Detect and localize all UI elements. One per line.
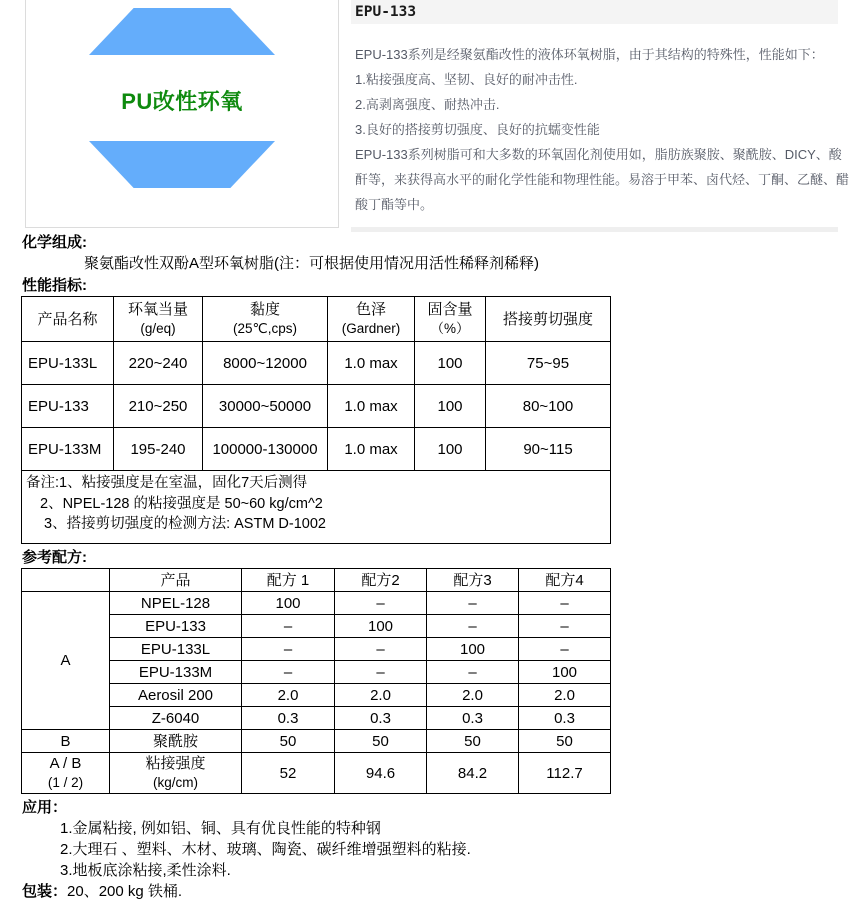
- product-title: EPU-133: [355, 4, 417, 20]
- cell-formula-2: 2.0: [335, 684, 427, 707]
- chemical-composition-text: 聚氨酯改性双酚A型环氧树脂(注：可根据使用情况用活性稀释剂稀释): [84, 255, 539, 272]
- description-paragraph: EPU-133系列是经聚氨酯改性的液体环氧树脂，由于其结构的特殊性，性能如下：: [355, 47, 824, 62]
- cell-product: Aerosil 200: [110, 684, 242, 707]
- table-row: [22, 615, 611, 638]
- datasheet-content: [0, 232, 859, 903]
- cell-formula-2: –: [335, 661, 427, 684]
- column-header-formula-4: 配方4: [519, 569, 611, 592]
- cell-formula-2: –: [335, 592, 427, 615]
- cell-viscosity: 100000-130000: [203, 428, 328, 471]
- description-paragraph: 2.高剥离强度、耐热冲击.: [355, 97, 500, 112]
- table-row: [22, 753, 611, 794]
- cell-epoxy-equivalent: 210~250: [114, 385, 203, 428]
- description-paragraph: EPU-133系列树脂可和大多数的环氧固化剂使用如，脂肪族聚胺、聚酰胺、DICY、酸酐等，来获得高水平的耐化学性能和物理性能。易溶于甲苯、卤代烃、丁酮、乙醚、醋酸丁酯等中。: [355, 147, 850, 212]
- description-paragraph: 1.粘接强度高、坚韧、良好的耐冲击性.: [355, 72, 578, 87]
- group-label-ab-ratio: [22, 753, 110, 794]
- cell-formula-2: 0.3: [335, 707, 427, 730]
- cell-formula-2: 94.6: [335, 753, 427, 794]
- cell-formula-4: 50: [519, 730, 611, 753]
- header-line2: (Gardner): [341, 321, 401, 336]
- header-section: [0, 0, 859, 232]
- group-label-line2: (1 / 2): [47, 775, 84, 790]
- table-row: [22, 661, 611, 684]
- table-row: [22, 684, 611, 707]
- cell-color: 1.0 max: [328, 342, 415, 385]
- reference-formula-table: [21, 568, 611, 794]
- product-description: [351, 24, 859, 217]
- cell-formula-4: –: [519, 592, 611, 615]
- cell-formula-4: –: [519, 615, 611, 638]
- cell-formula-4: 2.0: [519, 684, 611, 707]
- table-row: [22, 707, 611, 730]
- cell-formula-3: 0.3: [427, 707, 519, 730]
- logo-label: PU改性环氧: [121, 89, 243, 114]
- cell-solid-content: 100: [415, 428, 486, 471]
- cell-product: EPU-133M: [110, 661, 242, 684]
- cell-product: [110, 753, 242, 794]
- column-header-formula-3: 配方3: [427, 569, 519, 592]
- product-logo-box: [25, 0, 339, 228]
- cell-formula-1: –: [242, 638, 335, 661]
- header-line1: 色泽: [355, 301, 386, 318]
- logo-top-trapezoid-shape: [89, 8, 275, 55]
- table-header-row: [22, 297, 611, 342]
- cell-formula-3: –: [427, 615, 519, 638]
- column-header-product: 产品: [110, 569, 242, 592]
- cell-formula-2: –: [335, 638, 427, 661]
- cell-viscosity: 30000~50000: [203, 385, 328, 428]
- column-header-product-name: [22, 297, 114, 342]
- cell-product-name: EPU-133M: [22, 428, 114, 471]
- logo-inner: [26, 0, 338, 227]
- cell-lap-shear-strength: 75~95: [486, 342, 611, 385]
- header-line1: 黏度: [249, 301, 280, 318]
- product-title-bar: [351, 0, 838, 24]
- column-header-formula-1: 配方 1: [242, 569, 335, 592]
- table-header-row: [22, 569, 611, 592]
- performance-heading: 性能指标:: [22, 277, 87, 294]
- cell-product: EPU-133: [110, 615, 242, 638]
- cell-formula-1: 52: [242, 753, 335, 794]
- packaging-label: 包装：: [22, 883, 68, 900]
- header-line2: (25℃,cps): [233, 321, 297, 336]
- note-line-3: 3、搭接剪切强度的检测方法: ASTM D-1002: [44, 516, 326, 532]
- column-header-lap-shear-strength: [486, 297, 611, 342]
- cell-epoxy-equivalent: 220~240: [114, 342, 203, 385]
- list-item: 1.金属粘接, 例如铝、铜、具有优良性能的特种钢: [60, 820, 381, 837]
- cell-formula-2: 50: [335, 730, 427, 753]
- header-line1: 环氧当量: [127, 301, 188, 318]
- cell-product: NPEL-128: [110, 592, 242, 615]
- table-row: [22, 730, 611, 753]
- cell-formula-2: 100: [335, 615, 427, 638]
- cell-formula-4: –: [519, 638, 611, 661]
- cell-product: EPU-133L: [110, 638, 242, 661]
- cell-lap-shear-strength: 90~115: [486, 428, 611, 471]
- application-heading: 应用：: [22, 799, 68, 816]
- cell-color: 1.0 max: [328, 385, 415, 428]
- application-list: [0, 818, 859, 881]
- cell-formula-3: 100: [427, 638, 519, 661]
- cell-lap-shear-strength: 80~100: [486, 385, 611, 428]
- cell-formula-3: –: [427, 661, 519, 684]
- table-row: [22, 385, 611, 428]
- group-label-a: A: [22, 592, 110, 730]
- logo-bottom-trapezoid-shape: [89, 141, 275, 188]
- cell-formula-1: 2.0: [242, 684, 335, 707]
- list-item: 3.地板底涂粘接,柔性涂料.: [60, 862, 231, 879]
- cell-product-name: EPU-133L: [22, 342, 114, 385]
- table-row: [22, 638, 611, 661]
- header-line2: （%）: [430, 321, 470, 336]
- group-label-b: B: [22, 730, 110, 753]
- list-item: 2.大理石 、塑料、木材、玻璃、陶瓷、碳纤维增强塑料的粘接.: [60, 841, 471, 858]
- note-line-2: 2、NPEL-128 的粘接强度是 50~60 kg/cm^2: [40, 495, 323, 512]
- cell-product: Z-6040: [110, 707, 242, 730]
- cell-viscosity: 8000~12000: [203, 342, 328, 385]
- cell-epoxy-equivalent: 195-240: [114, 428, 203, 471]
- table-row: [22, 592, 611, 615]
- table-notes-row: [22, 471, 611, 544]
- group-label-line1: A / B: [49, 755, 82, 772]
- header-line1: 产品名称: [37, 310, 98, 328]
- column-header-color: [328, 297, 415, 342]
- cell-product-name: EPU-133: [22, 385, 114, 428]
- cell-formula-1: –: [242, 661, 335, 684]
- column-header-formula-2: 配方2: [335, 569, 427, 592]
- header-line1: 搭接剪切强度: [502, 310, 593, 328]
- cell-formula-1: 0.3: [242, 707, 335, 730]
- cell-formula-3: –: [427, 592, 519, 615]
- column-header-epoxy-equivalent: [114, 297, 203, 342]
- header-line2: (g/eq): [140, 321, 176, 336]
- note-line-1: 备注:1、粘接强度是在室温，固化7天后测得: [26, 475, 308, 491]
- cell-formula-4: 0.3: [519, 707, 611, 730]
- table-row: [22, 342, 611, 385]
- cell-formula-4: 112.7: [519, 753, 611, 794]
- formula-heading: 参考配方:: [22, 549, 87, 566]
- cell-formula-1: –: [242, 615, 335, 638]
- column-header-viscosity: [203, 297, 328, 342]
- description-paragraph: 3.良好的搭接剪切强度、良好的抗蠕变性能: [355, 122, 600, 137]
- chemical-composition-heading: 化学组成:: [22, 234, 87, 251]
- cell-formula-1: 50: [242, 730, 335, 753]
- cell-formula-3: 84.2: [427, 753, 519, 794]
- packaging-line: [0, 881, 859, 903]
- cell-formula-3: 2.0: [427, 684, 519, 707]
- column-header-solid-content: [415, 297, 486, 342]
- cell-formula-3: 50: [427, 730, 519, 753]
- performance-specifications-table: [21, 296, 611, 544]
- performance-notes: [22, 471, 611, 544]
- packaging-value: 20、200 kg 铁桶.: [67, 883, 183, 900]
- cell-formula-1: 100: [242, 592, 335, 615]
- column-header-group: [22, 569, 110, 592]
- cell-product-line2: (kg/cm): [153, 775, 198, 790]
- cell-product-line1: 粘接强度: [145, 755, 206, 772]
- cell-formula-4: 100: [519, 661, 611, 684]
- product-info-panel: [351, 0, 859, 232]
- cell-solid-content: 100: [415, 342, 486, 385]
- cell-product: 聚酰胺: [110, 730, 242, 753]
- table-row: [22, 428, 611, 471]
- header-line1: 固含量: [427, 301, 473, 318]
- cell-solid-content: 100: [415, 385, 486, 428]
- cell-color: 1.0 max: [328, 428, 415, 471]
